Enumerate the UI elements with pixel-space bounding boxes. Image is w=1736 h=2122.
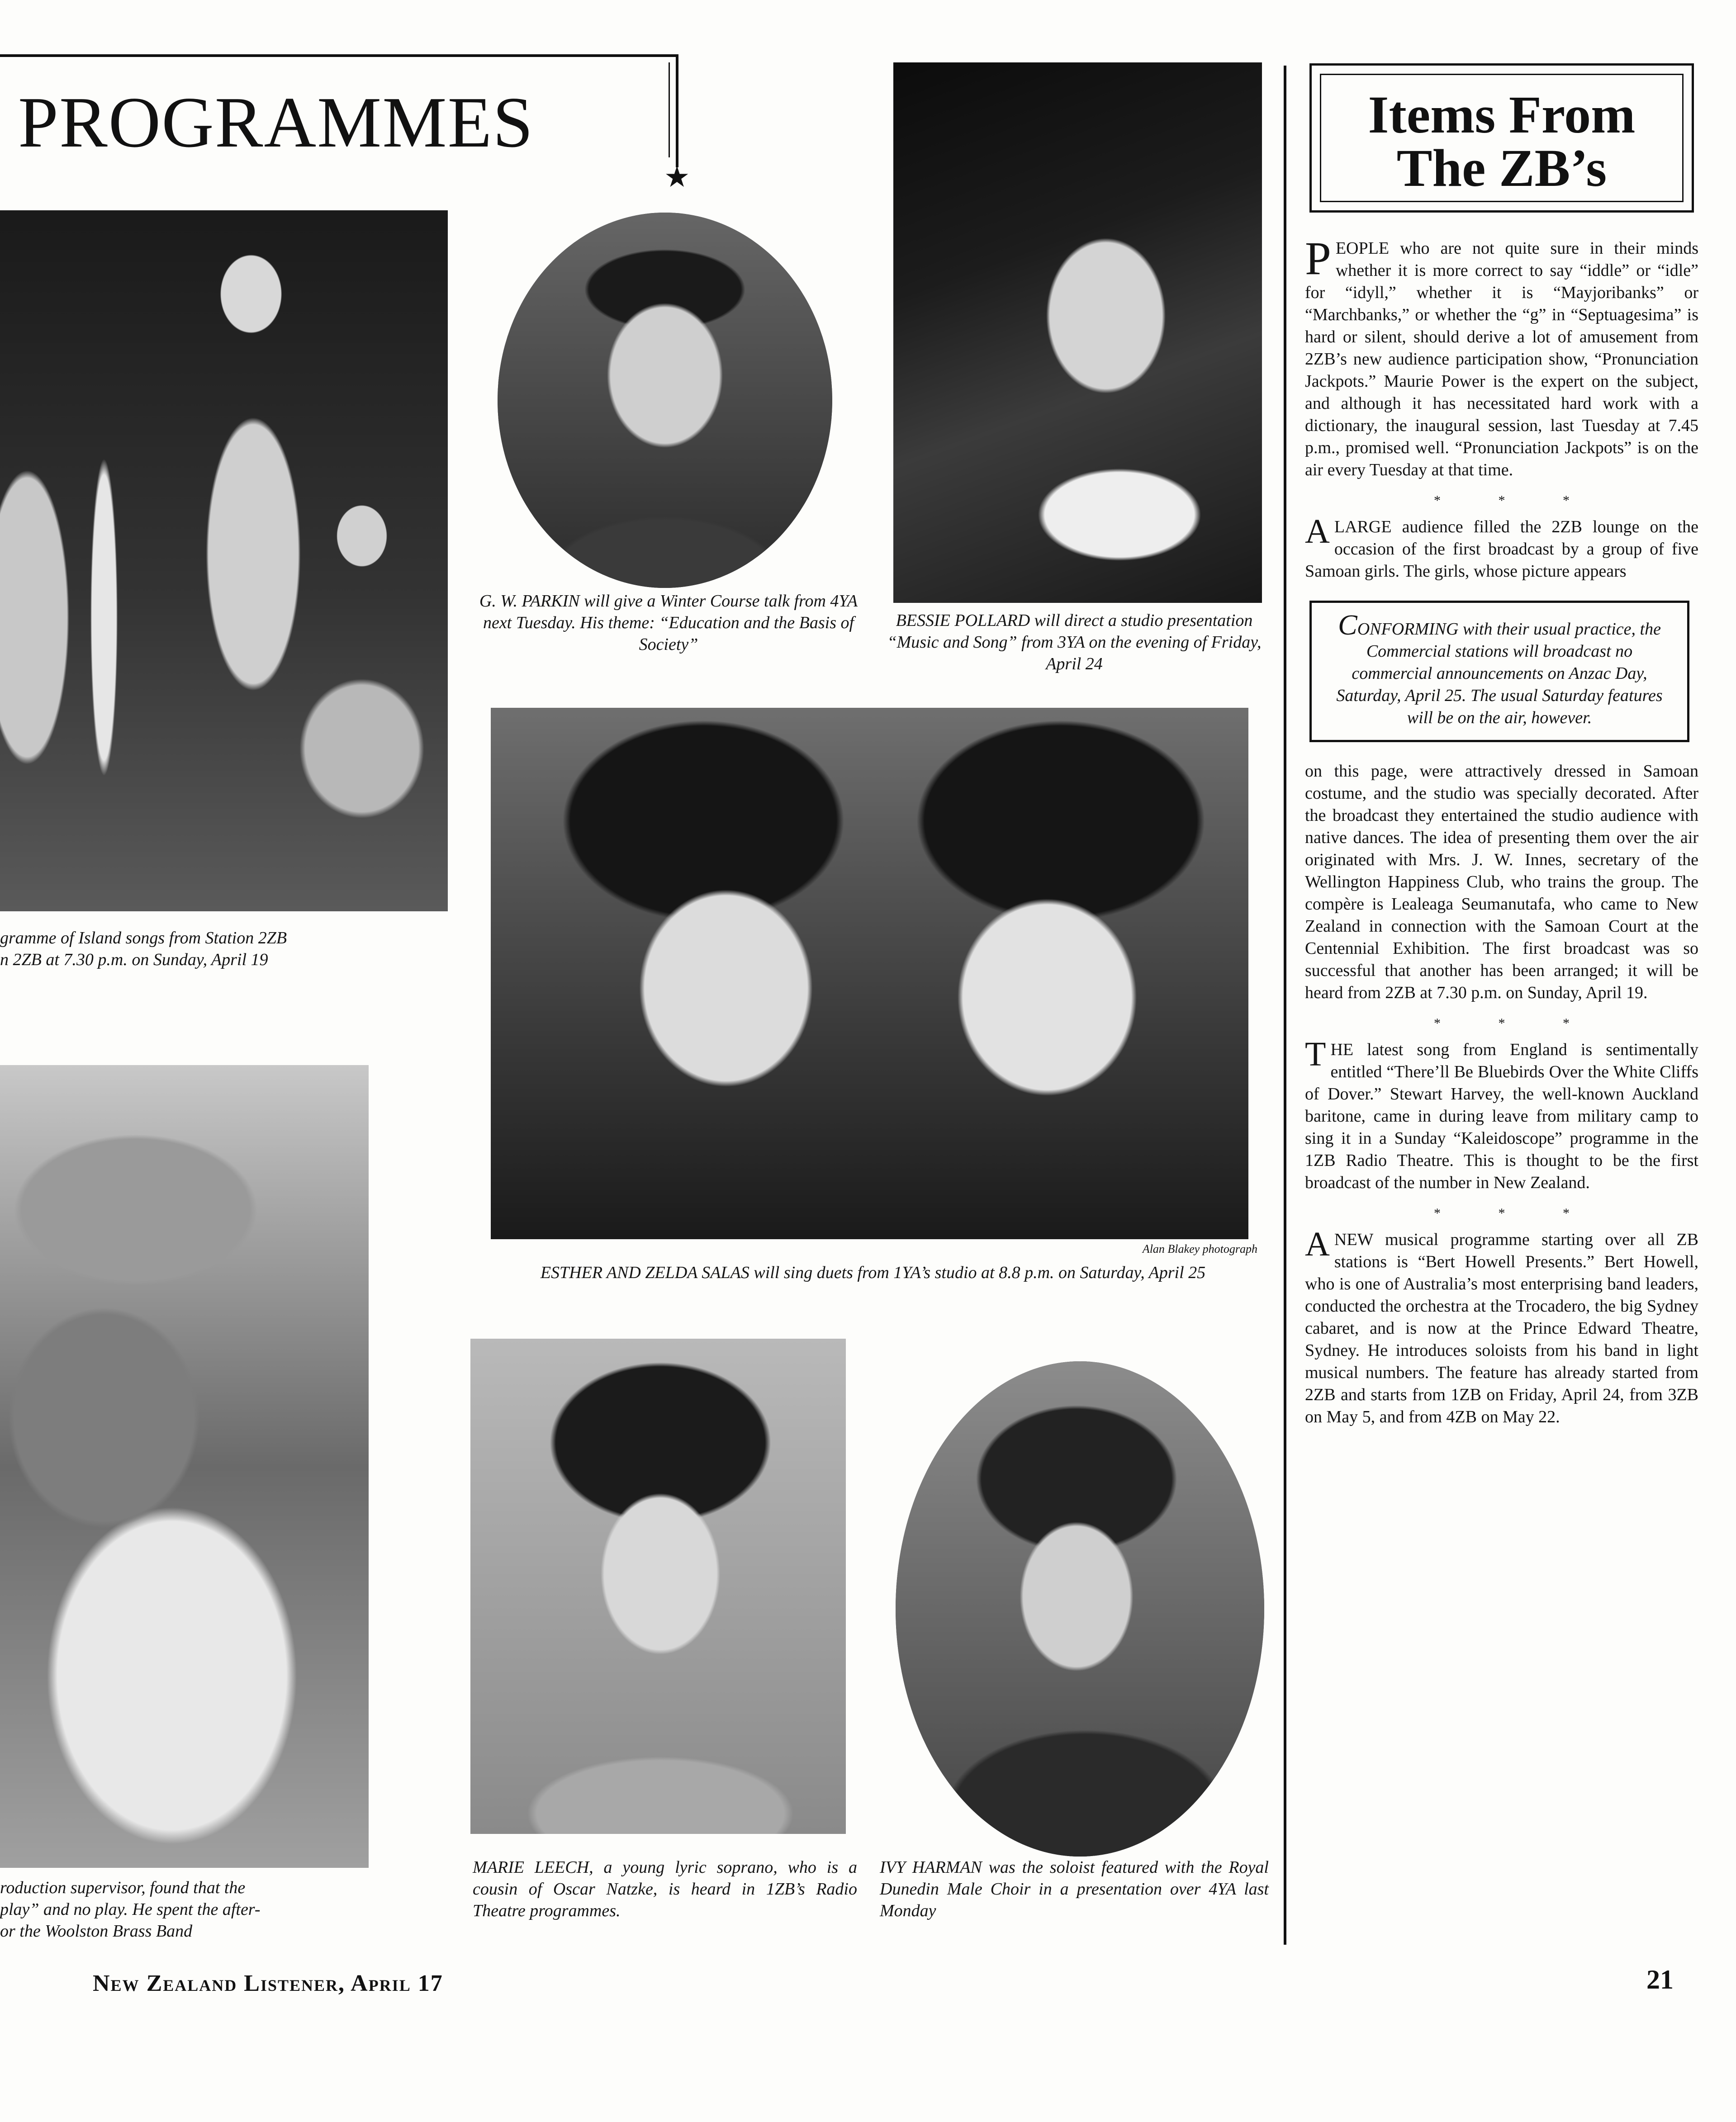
footer-page-number: 21	[1646, 1965, 1674, 1994]
harman-caption: IVY HARMAN was the soloist featured with the Royal Dunedin Male Choir in a presentation over 4YA last Monday	[880, 1858, 1269, 1920]
section-separator: * * *	[1434, 1206, 1597, 1221]
samoan-caption-line1: gramme of Island songs from Station 2ZB	[0, 928, 287, 947]
pollard-caption: BESSIE POLLARD will direct a studio presentation “Music and Song” from 3YA on the evening of Friday, April 24	[887, 611, 1262, 673]
banner-rule-top	[0, 54, 678, 57]
supervisor-caption-line2: play” and no play. He spent the after-	[0, 1900, 261, 1919]
salas-photo-credit: Alan Blakey photograph	[1142, 1242, 1257, 1255]
supervisor-caption-line3: or the Woolston Brass Band	[0, 1922, 193, 1941]
drop-cap: A	[1305, 1225, 1330, 1263]
harman-portrait	[896, 1361, 1264, 1857]
samoan-caption-line2: n 2ZB at 7.30 p.m. on Sunday, April 19	[0, 950, 268, 969]
drop-cap: T	[1305, 1035, 1326, 1073]
supervisor-caption-line1: roduction supervisor, found that the	[0, 1878, 246, 1897]
column-divider	[1284, 66, 1286, 1945]
samoan-girls-photo	[0, 210, 448, 911]
footer-publication: New Zealand Listener, April 17	[93, 1970, 443, 1996]
sidebar-title-box	[1309, 63, 1694, 213]
anzac-notice-box	[1309, 601, 1689, 742]
leech-caption: MARIE LEECH, a young lyric soprano, who is a cousin of Oscar Natzke, is heard in 1ZB’s Radio Theatre programmes.	[473, 1858, 857, 1920]
sidebar-column	[1305, 232, 1698, 1428]
sidebar-title-line2: The ZB’s	[1396, 138, 1607, 198]
sidebar-paragraph-2-continued: on this page, were attractively dressed in Samoan costume, and the studio was specially decorated. After the broadcast they entertained the studio audience with native dances. The idea of presenting them over the air originated with Mrs. J. W. Innes, secretary of the Wellington Happiness Club, who trains the group. The compère is Lealeaga Seumanutafa, who came to New Zealand in connection with the Samoan Court at the Centennial Exhibition. The first broadcast was so successful that another has been arranged; it will be heard from 2ZB at 7.30 p.m. on Sunday, April 19.	[1305, 762, 1698, 1002]
drop-cap: C	[1338, 609, 1357, 641]
parkin-portrait	[498, 213, 832, 588]
sidebar-title-line1: Items From	[1368, 85, 1636, 144]
leech-portrait	[470, 1339, 846, 1834]
sidebar-paragraph-2: ALARGE audience filled the 2ZB lounge on the occasion of the first broadcast by a group of five Samoan girls. The girls, whose picture appears	[1305, 512, 1698, 581]
supervisor-photo	[0, 1065, 369, 1868]
pollard-portrait	[893, 62, 1262, 603]
section-separator: * * *	[1434, 1016, 1597, 1031]
sidebar-paragraph-1: PEOPLE who are not quite sure in their minds whether it is more correct to say “iddle” or “idle” for “idyll,” whether it is “Mayjoribanks” or “Marchbanks,” or whether the “g” in “Septuagesima” is hard or silent, should derive a lot of amusement from 2ZB’s new audience participation show, “Pronunciation Jackpots.” Maurie Power is the expert on the subject, and although it has necessitated hard work with a dictionary, the inaugural session, last Tuesday at 7.45 p.m., promised well. “Pronunciation Jackpots” is on the air every Tuesday at that time.	[1305, 232, 1698, 479]
salas-portrait	[491, 708, 1248, 1239]
programmes-banner	[0, 54, 690, 193]
anzac-notice-text: ONFORMING with their usual practice, the Commercial stations will broadcast no commercial announcements on Anzac Day, Saturday, April 25. The usual Saturday features will be on the air, however.	[1336, 620, 1663, 727]
drop-cap: A	[1305, 512, 1330, 550]
programmes-title: PROGRAMMES	[18, 82, 534, 162]
drop-cap: P	[1305, 232, 1331, 284]
banner-rule-right	[676, 54, 678, 167]
banner-star-icon: ★	[664, 161, 690, 193]
salas-caption: ESTHER AND ZELDA SALAS will sing duets from 1YA’s studio at 8.8 p.m. on Saturday, April 25	[540, 1263, 1206, 1282]
parkin-caption: G. W. PARKIN will give a Winter Course talk from 4YA next Tuesday. His theme: “Education and the Basis of Society”	[479, 592, 858, 654]
sidebar-paragraph-3: THE latest song from England is sentimentally entitled “There’ll Be Bluebirds Over the White Cliffs of Dover.” Stewart Harvey, the well-known Auckland baritone, came in during leave from military camp to sing it in a Sunday “Kaleidoscope” programme in the 1ZB Radio Theatre. This is thought to be the first broadcast of the number in New Zealand.	[1305, 1035, 1698, 1192]
section-separator: * * *	[1434, 493, 1597, 508]
sidebar-paragraph-4: ANEW musical programme starting over all ZB stations is “Bert Howell Presents.” Bert Howell, who is one of Australia’s most enterprising band leaders, conducted the orchestra at the Trocadero, the big Sydney cabaret, and is now at the Prince Edward Theatre, Sydney. He introduces soloists from his band in light musical numbers. The feature has already started from 2ZB and starts from 1ZB on Friday, April 24, from 3ZB on May 5, and from 4ZB on May 22.	[1305, 1225, 1698, 1426]
banner-rule-right-inner	[669, 62, 670, 157]
